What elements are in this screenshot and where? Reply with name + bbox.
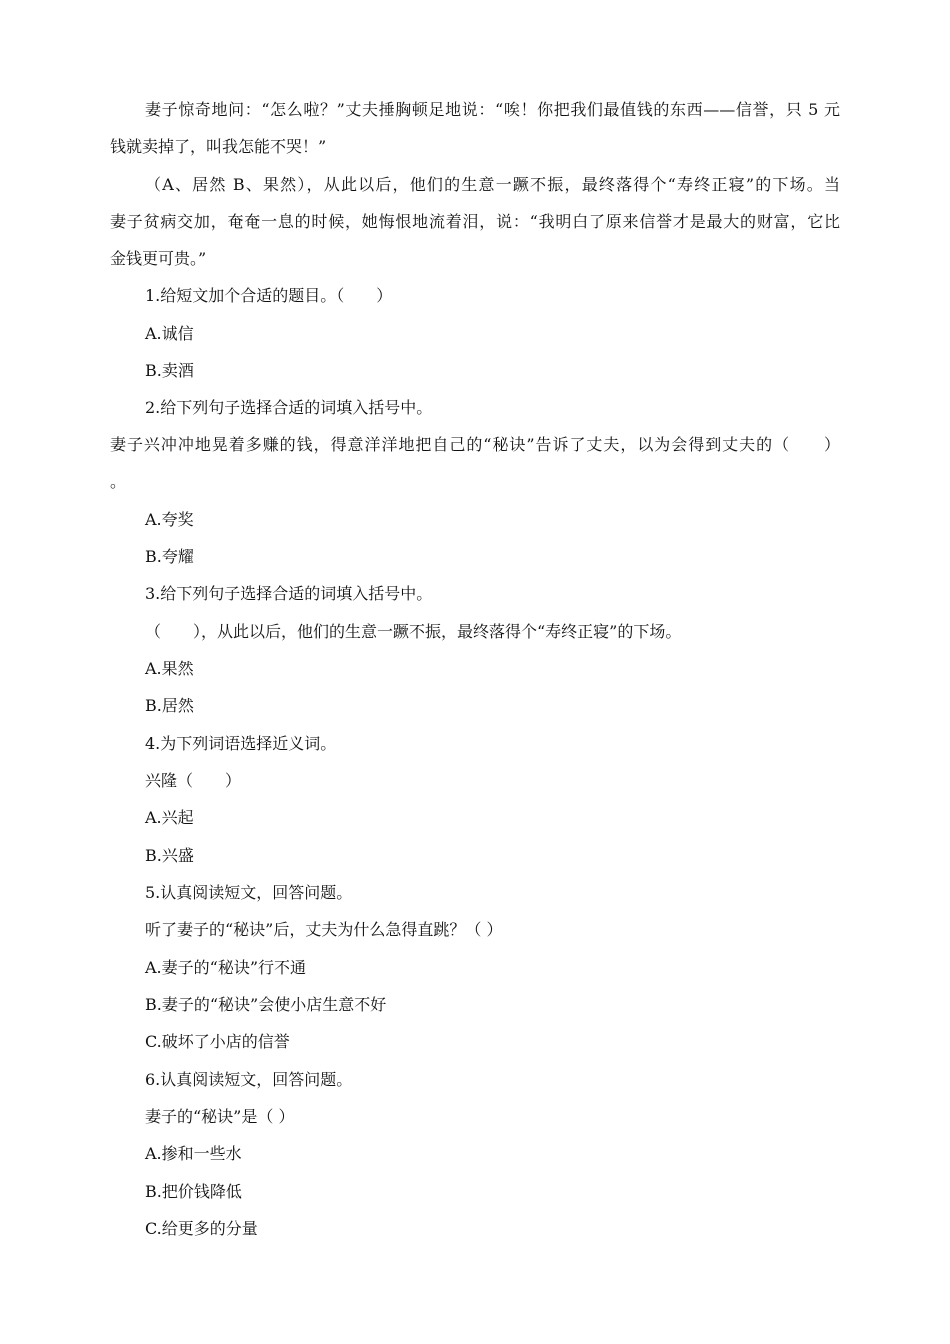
question-4-option-a: A.兴起 xyxy=(145,808,194,827)
question-1-option-a: A.诚信 xyxy=(145,324,194,343)
question-1-option-b: B.卖酒 xyxy=(145,361,194,380)
question-4-option-b: B.兴盛 xyxy=(145,846,194,865)
question-2-prompt: 2.给下列句子选择合适的词填入括号中。 xyxy=(145,398,433,417)
question-3-sentence: （ ），从此以后，他们的生意一蹶不振，最终落得个“寿终正寝”的下场。 xyxy=(145,622,682,641)
question-1-prompt: 1.给短文加个合适的题目。（ ） xyxy=(145,286,393,305)
question-4-word: 兴隆（ ） xyxy=(145,771,242,790)
passage-p1-line1: 妻子惊奇地问：“怎么啦？”丈夫捶胸顿足地说：“唉！你把我们最值钱的东西——信誉，只 5 元 xyxy=(145,100,840,119)
passage-p1-line2: 钱就卖掉了，叫我怎能不哭！” xyxy=(110,137,327,156)
passage-p2-line3: 金钱更可贵。” xyxy=(110,249,207,268)
question-5-option-b: B.妻子的“秘诀”会使小店生意不好 xyxy=(145,995,387,1014)
question-4-prompt: 4.为下列词语选择近义词。 xyxy=(145,734,337,753)
question-5-option-a: A.妻子的“秘诀”行不通 xyxy=(145,958,307,977)
passage-p2-line1: （A、居然 B、果然），从此以后，他们的生意一蹶不振，最终落得个“寿终正寝”的下场。当 xyxy=(145,175,840,194)
question-6-question: 妻子的“秘诀”是（ ） xyxy=(145,1107,295,1126)
question-2-sentence-line1: 妻子兴冲冲地晃着多赚的钱，得意洋洋地把自己的“秘诀”告诉了丈夫，以为会得到丈夫的（ ） xyxy=(110,435,840,454)
question-5-question: 听了妻子的“秘诀”后，丈夫为什么急得直跳？（ ） xyxy=(145,920,503,939)
question-2-option-b: B.夸耀 xyxy=(145,547,194,566)
question-6-option-a: A.掺和一些水 xyxy=(145,1144,242,1163)
question-6-option-c: C.给更多的分量 xyxy=(145,1219,258,1238)
question-5-prompt: 5.认真阅读短文，回答问题。 xyxy=(145,883,353,902)
question-6-prompt: 6.认真阅读短文，回答问题。 xyxy=(145,1070,353,1089)
question-3-prompt: 3.给下列句子选择合适的词填入括号中。 xyxy=(145,584,433,603)
question-5-option-c: C.破坏了小店的信誉 xyxy=(145,1032,290,1051)
question-6-option-b: B.把价钱降低 xyxy=(145,1182,242,1201)
question-3-option-a: A.果然 xyxy=(145,659,194,678)
question-2-sentence-line2: 。 xyxy=(110,472,127,491)
question-2-option-a: A.夸奖 xyxy=(145,510,194,529)
question-3-option-b: B.居然 xyxy=(145,696,194,715)
passage-p2-line2: 妻子贫病交加，奄奄一息的时候，她悔恨地流着泪，说：“我明白了原来信誉才是最大的财富，它比 xyxy=(110,212,840,231)
